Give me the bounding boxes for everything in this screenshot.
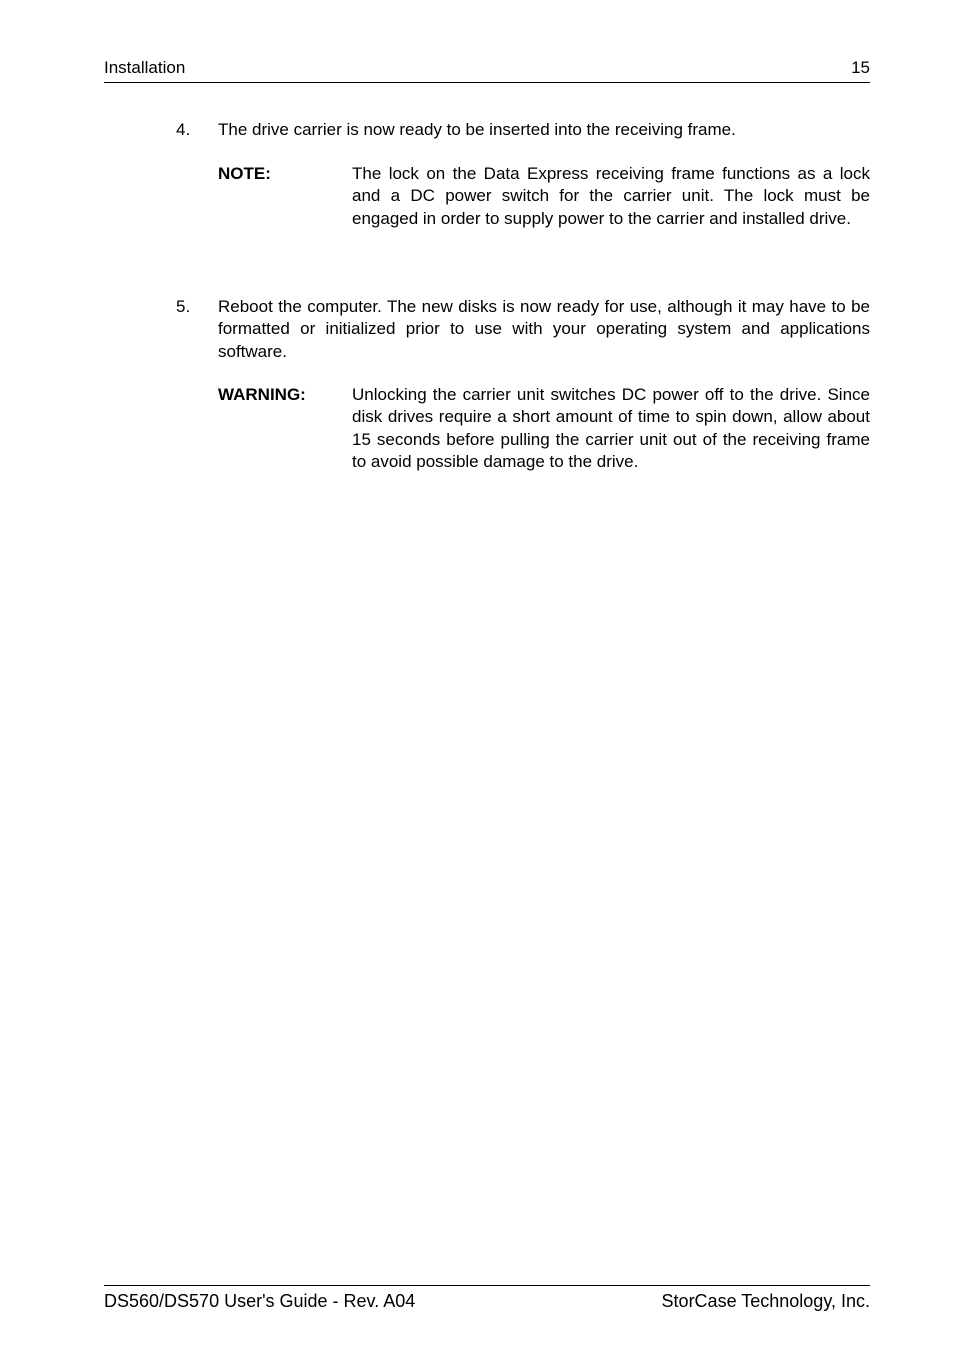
section-title: Installation — [104, 58, 186, 77]
step-text: Reboot the computer. The new disks is now ready for use, although it may have to be formatted or initialized prior to use with your operating system and applications software. — [218, 297, 870, 361]
step-number: 5. — [176, 297, 191, 316]
warning-label: WARNING: — [218, 385, 306, 404]
company-name: StorCase Technology, Inc. — [661, 1291, 870, 1311]
page-footer — [104, 1285, 870, 1311]
step-number: 4. — [176, 120, 191, 139]
page-header — [104, 56, 870, 83]
note-text: The lock on the Data Express receiving frame functions as a lock and a DC power switch for the carrier unit. The lock must be engaged in order to supply power to the carrier and installed drive. — [352, 164, 870, 228]
warning-text: Unlocking the carrier unit switches DC power off to the drive. Since disk drives require a short amount of time to spin down, allow about 15 seconds before pulling the carrier unit out of the receiving frame to avoid possible damage to the drive. — [352, 385, 870, 471]
document-title: DS560/DS570 User's Guide - Rev. A04 — [104, 1291, 416, 1311]
warning-callout — [218, 384, 870, 473]
note-label: NOTE: — [218, 164, 271, 183]
note-callout — [218, 163, 870, 230]
step-item-5 — [176, 296, 870, 363]
page-number: 15 — [851, 58, 870, 77]
step-text: The drive carrier is now ready to be inserted into the receiving frame. — [218, 120, 736, 139]
step-item-4 — [176, 119, 870, 141]
